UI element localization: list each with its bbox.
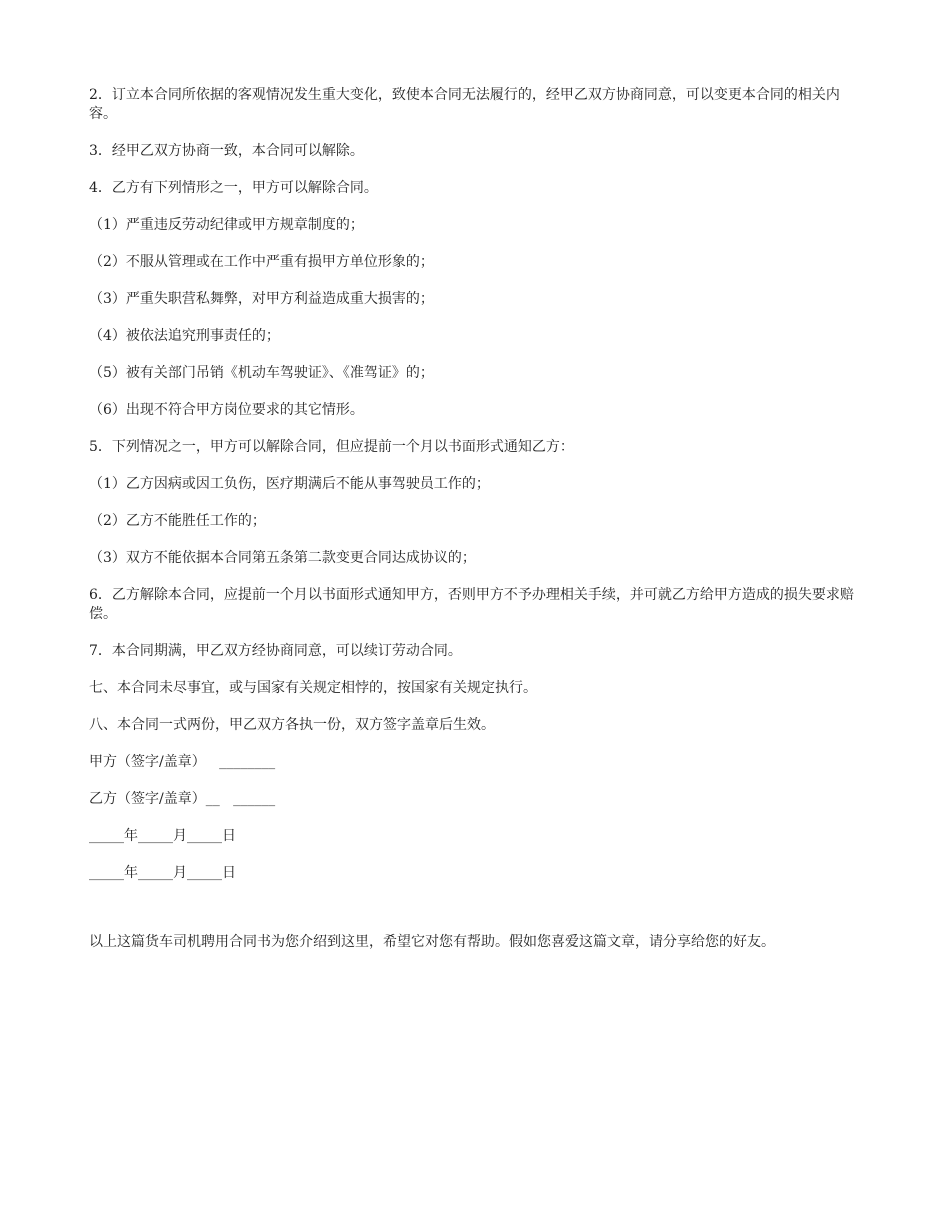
clause-4-item-5: （5）被有关部门吊销《机动车驾驶证》、《准驾证》的； <box>89 365 434 381</box>
party-b-signature-line: 乙方（签字/盖章）__ ______ <box>89 791 276 807</box>
document-body <box>89 86 864 970</box>
clause-5: 5．下列情况之一，甲方可以解除合同，但应提前一个月以书面形式通知乙方： <box>89 439 574 455</box>
clause-5-item-2: （2）乙方不能胜任工作的； <box>89 513 266 529</box>
clause-4-item-1: （1）严重违反劳动纪律或甲方规章制度的； <box>89 217 364 233</box>
clause-5-item-3: （3）双方不能依据本合同第五条第二款变更合同达成协议的； <box>89 550 476 566</box>
clause-7: 7．本合同期满，甲乙双方经协商同意，可以续订劳动合同。 <box>89 643 462 659</box>
clause-3: 3．经甲乙双方协商一致，本合同可以解除。 <box>89 143 364 159</box>
spacer <box>89 901 864 933</box>
date-line-1: _____年_____月_____日 <box>89 828 236 844</box>
clause-4-item-2: （2）不服从管理或在工作中严重有损甲方单位形象的； <box>89 254 434 270</box>
clause-4-item-4: （4）被依法追究刑事责任的； <box>89 328 280 344</box>
party-a-signature-line: 甲方（签字/盖章） ________ <box>89 754 276 770</box>
article-7: 七、本合同未尽事宜，或与国家有关规定相悖的，按国家有关规定执行。 <box>89 680 537 696</box>
clause-4-item-6: （6）出现不符合甲方岗位要求的其它情形。 <box>89 402 364 418</box>
date-line-2: _____年_____月_____日 <box>89 865 236 881</box>
clause-4-item-3: （3）严重失职营私舞弊，对甲方利益造成重大损害的； <box>89 291 434 307</box>
closing-note: 以上这篇货车司机聘用合同书为您介绍到这里，希望它对您有帮助。假如您喜爱这篇文章，请分享给您的好友。 <box>89 934 775 950</box>
clause-5-item-1: （1）乙方因病或因工负伤，医疗期满后不能从事驾驶员工作的； <box>89 476 490 492</box>
article-8: 八、本合同一式两份，甲乙双方各执一份，双方签字盖章后生效。 <box>89 717 495 733</box>
clause-4: 4．乙方有下列情形之一，甲方可以解除合同。 <box>89 180 378 196</box>
clause-2: 2．订立本合同所依据的客观情况发生重大变化，致使本合同无法履行的，经甲乙双方协商同意，可以变更本合同的相关内容。 <box>89 87 840 122</box>
clause-6: 6．乙方解除本合同，应提前一个月以书面形式通知甲方，否则甲方不予办理相关手续，并可就乙方给甲方造成的损失要求赔偿。 <box>89 587 854 622</box>
